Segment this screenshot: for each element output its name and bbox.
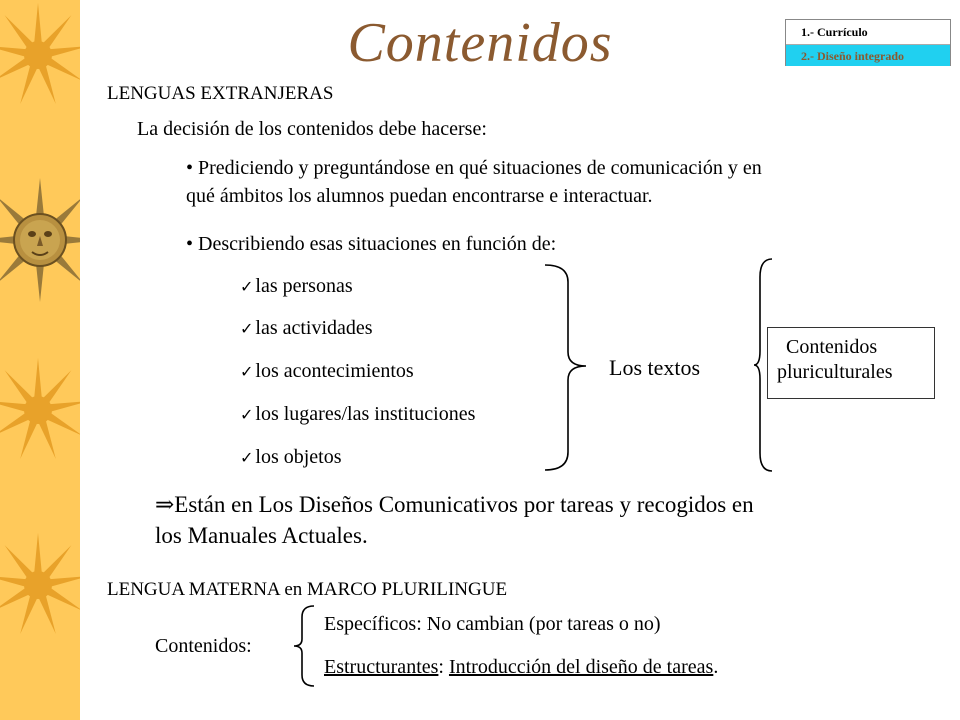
implies-arrow-icon: ⇒ [155, 492, 175, 517]
intro-text: La decisión de los contenidos debe hacerse: [137, 118, 487, 140]
checklist-item: ✓ los acontecimientos [240, 360, 414, 382]
check-icon: ✓ [240, 362, 254, 381]
curly-brace-icon [292, 603, 316, 689]
pluri-line-1: Contenidos [786, 336, 878, 358]
estructurantes-link[interactable]: Estructurantes [324, 656, 439, 678]
introduccion-link[interactable]: Introducción del diseño de tareas [448, 656, 714, 678]
check-icon: ✓ [240, 448, 254, 467]
nav-menu [785, 19, 951, 66]
sun-ornaments [0, 0, 80, 720]
contenidos-label: Contenidos: [155, 635, 252, 657]
conclusion-line-2: los Manuales Actuales. [155, 523, 368, 548]
check-icon: ✓ [240, 277, 254, 296]
bullet-1-line-1: • Prediciendo y preguntándose en qué situaciones de comunicación y en [186, 157, 762, 179]
nav-item-curriculo[interactable]: 1.- Currículo [786, 21, 950, 43]
section-heading-lenguas-extranjeras: LENGUAS EXTRANJERAS [107, 83, 334, 104]
estructurantes-line: Estructurantes: Introducción del diseño de tareas. [324, 656, 719, 678]
los-textos-label: Los textos [609, 355, 701, 380]
check-icon: ✓ [240, 405, 254, 424]
checklist-item: ✓ las actividades [240, 317, 373, 339]
sun-face-icon [0, 178, 80, 302]
page-title: Contenidos [347, 12, 613, 74]
check-icon: ✓ [240, 319, 254, 338]
bullet-1-line-2: qué ámbitos los alumnos puedan encontrarse e interactuar. [186, 185, 653, 207]
nav-item-diseno-integrado[interactable]: 2.- Diseño integrado [786, 44, 950, 66]
contenidos-pluriculturales-box [767, 327, 935, 399]
checklist-item: ✓ los objetos [240, 446, 342, 468]
checklist-item: ✓ las personas [240, 275, 353, 297]
conclusion-line-1: ⇒Están en Los Diseños Comunicativos por tareas y recogidos en [155, 492, 754, 517]
decorative-sidebar [0, 0, 80, 720]
pluri-line-2: pluriculturales [777, 361, 893, 383]
section-heading-lengua-materna: LENGUA MATERNA en MARCO PLURILINGUE [107, 579, 508, 600]
checklist-item: ✓ los lugares/las instituciones [240, 403, 476, 425]
sun-icon [0, 358, 80, 460]
bullet-2: • Describiendo esas situaciones en función de: [186, 233, 557, 255]
curly-brace-icon [540, 260, 590, 475]
sun-icon [0, 533, 80, 635]
especificos-line: Específicos: No cambian (por tareas o no) [324, 613, 661, 635]
